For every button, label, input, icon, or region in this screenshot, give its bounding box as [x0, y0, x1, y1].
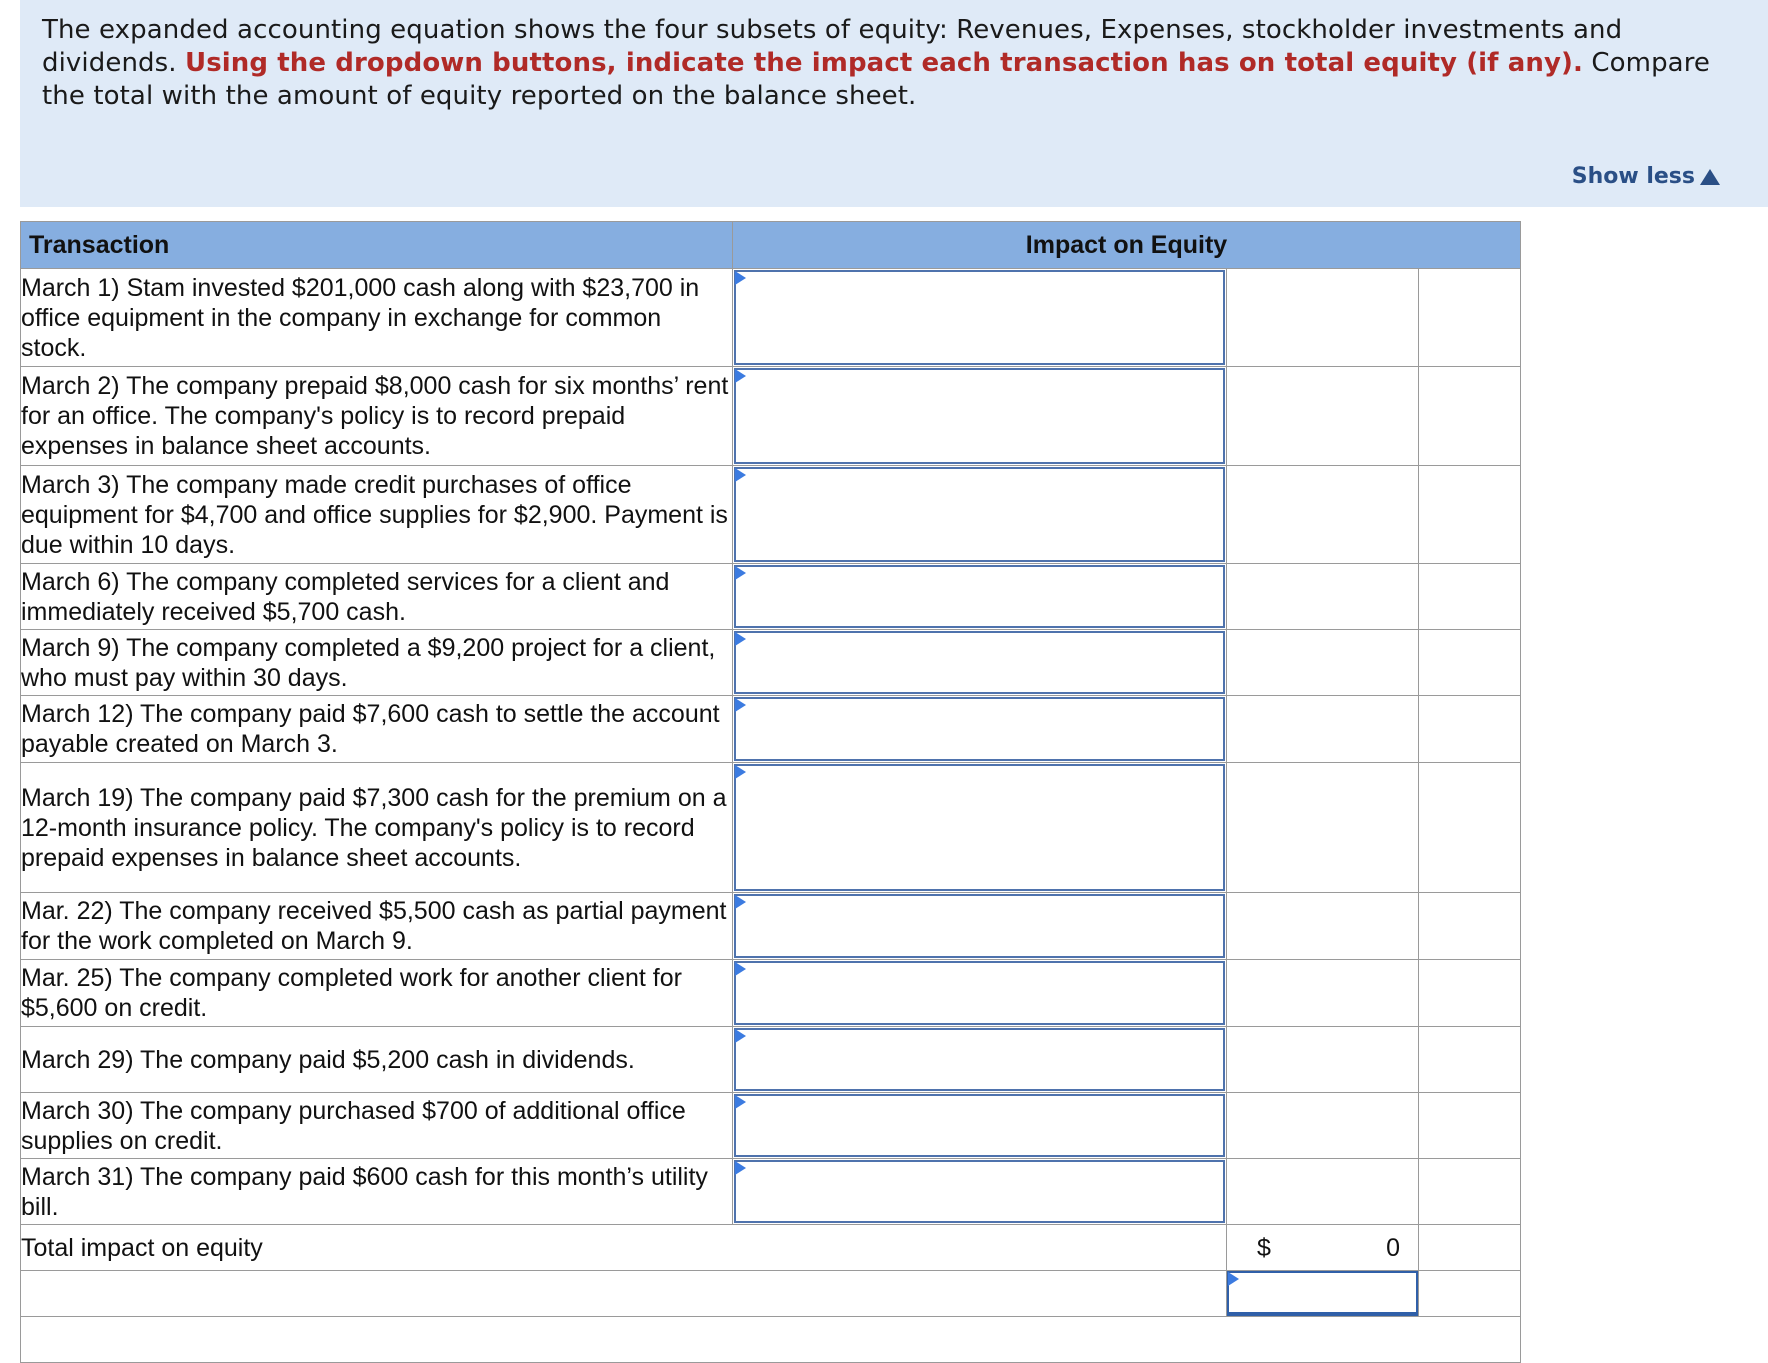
impact-dropdown-cell: [733, 269, 1227, 367]
comparison-dropdown-cell: [1227, 1271, 1419, 1317]
equity-impact-table: [20, 221, 1521, 1363]
impact-dropdown[interactable]: [734, 467, 1225, 562]
empty-cell: [1419, 564, 1521, 630]
impact-dropdown-cell: [733, 367, 1227, 466]
show-less-label: Show less: [1571, 164, 1695, 189]
dropdown-arrow-icon: [735, 468, 746, 482]
transaction-text: March 30) The company purchased $700 of additional office supplies on credit.: [21, 1093, 733, 1159]
impact-dropdown-cell: [733, 564, 1227, 630]
dropdown-arrow-icon: [1228, 1272, 1239, 1286]
impact-dropdown[interactable]: [734, 1160, 1225, 1223]
transaction-row: [21, 1093, 1521, 1159]
dropdown-arrow-icon: [735, 698, 746, 712]
blank-row: [21, 1317, 1521, 1363]
transaction-row: [21, 763, 1521, 893]
caret-up-icon: [1700, 169, 1720, 185]
transaction-text: March 2) The company prepaid $8,000 cash for six months’ rent for an office. The company's policy is to record prepaid expenses in balance sheet accounts.: [21, 367, 733, 466]
transaction-row: [21, 696, 1521, 763]
transaction-text: March 6) The company completed services for a client and immediately received $5,700 cash.: [21, 564, 733, 630]
impact-dropdown[interactable]: [734, 894, 1225, 958]
impact-dropdown[interactable]: [734, 565, 1225, 628]
dropdown-arrow-icon: [735, 765, 746, 779]
impact-dropdown[interactable]: [734, 1094, 1225, 1157]
transaction-text: March 31) The company paid $600 cash for this month’s utility bill.: [21, 1159, 733, 1225]
total-label: Total impact on equity: [21, 1225, 1227, 1271]
comparison-row: [21, 1271, 1521, 1317]
empty-cell: [1419, 630, 1521, 696]
impact-dropdown-cell: [733, 1093, 1227, 1159]
transaction-row: [21, 1027, 1521, 1093]
empty-cell: [1419, 893, 1521, 960]
amount-cell: [1227, 367, 1419, 466]
empty-cell: [1419, 1271, 1521, 1317]
amount-cell: [1227, 696, 1419, 763]
transaction-text: March 3) The company made credit purchases of office equipment for $4,700 and office supplies for $2,900. Payment is due within 10 days.: [21, 466, 733, 564]
impact-dropdown[interactable]: [734, 961, 1225, 1025]
empty-cell: [1419, 466, 1521, 564]
amount-cell: [1227, 630, 1419, 696]
impact-dropdown-cell: [733, 1159, 1227, 1225]
transaction-row: [21, 466, 1521, 564]
empty-cell: [1419, 269, 1521, 367]
transaction-row: [21, 564, 1521, 630]
empty-cell: [1419, 367, 1521, 466]
empty-cell: [1419, 1027, 1521, 1093]
instructions-text: [42, 14, 1746, 113]
empty-cell: [1419, 1159, 1521, 1225]
dropdown-arrow-icon: [735, 1095, 746, 1109]
impact-dropdown[interactable]: [734, 1028, 1225, 1091]
impact-dropdown-cell: [733, 960, 1227, 1027]
total-row: [21, 1225, 1521, 1271]
transaction-text: March 29) The company paid $5,200 cash in dividends.: [21, 1027, 733, 1093]
impact-dropdown[interactable]: [734, 270, 1225, 365]
amount-cell: [1227, 1027, 1419, 1093]
total-value: 0: [1386, 1233, 1400, 1262]
dropdown-arrow-icon: [735, 962, 746, 976]
amount-cell: [1227, 466, 1419, 564]
dropdown-arrow-icon: [735, 1161, 746, 1175]
empty-cell: [1419, 696, 1521, 763]
amount-cell: [1227, 893, 1419, 960]
instructions-highlight: Using the dropdown buttons, indicate the impact each transaction has on total equity (if any).: [185, 48, 1584, 78]
transaction-text: March 12) The company paid $7,600 cash to settle the account payable created on March 3.: [21, 696, 733, 763]
dropdown-arrow-icon: [735, 566, 746, 580]
impact-dropdown[interactable]: [734, 368, 1225, 464]
impact-dropdown-cell: [733, 696, 1227, 763]
transaction-text: March 1) Stam invested $201,000 cash along with $23,700 in office equipment in the company in exchange for common stock.: [21, 269, 733, 367]
instructions-outro: Compare the total with the amount of equity reported on the balance sheet.: [42, 48, 1711, 111]
impact-dropdown[interactable]: [734, 764, 1225, 891]
transaction-text: March 19) The company paid $7,300 cash for the premium on a 12-month insurance policy. The company's policy is to record prepaid expenses in balance sheet accounts.: [21, 763, 733, 893]
impact-dropdown[interactable]: [734, 697, 1225, 761]
header-row: [21, 222, 1521, 269]
dropdown-arrow-icon: [735, 1029, 746, 1043]
impact-dropdown-cell: [733, 466, 1227, 564]
transaction-row: [21, 630, 1521, 696]
transaction-row: [21, 269, 1521, 367]
impact-dropdown-cell: [733, 763, 1227, 893]
transaction-row: [21, 367, 1521, 466]
dropdown-arrow-icon: [735, 895, 746, 909]
currency-symbol: $: [1257, 1233, 1271, 1262]
comparison-dropdown[interactable]: [1227, 1271, 1418, 1316]
column-header-transaction: Transaction: [21, 222, 733, 269]
amount-cell: [1227, 1159, 1419, 1225]
dropdown-arrow-icon: [735, 369, 746, 383]
total-amount-cell: [1227, 1225, 1419, 1271]
comparison-label-cell: [21, 1271, 1227, 1317]
amount-cell: [1227, 269, 1419, 367]
empty-cell: [1419, 1093, 1521, 1159]
amount-cell: [1227, 960, 1419, 1027]
empty-cell: [1419, 960, 1521, 1027]
instructions-panel: [20, 0, 1768, 207]
dropdown-arrow-icon: [735, 271, 746, 285]
transaction-text: Mar. 22) The company received $5,500 cash as partial payment for the work completed on March 9.: [21, 893, 733, 960]
amount-cell: [1227, 763, 1419, 893]
impact-dropdown-cell: [733, 630, 1227, 696]
dropdown-arrow-icon: [735, 632, 746, 646]
impact-dropdown-cell: [733, 1027, 1227, 1093]
impact-dropdown[interactable]: [734, 631, 1225, 694]
show-less-button[interactable]: [1572, 164, 1720, 189]
impact-dropdown-cell: [733, 893, 1227, 960]
empty-cell: [1419, 763, 1521, 893]
empty-cell: [1419, 1225, 1521, 1271]
transaction-row: [21, 1159, 1521, 1225]
amount-cell: [1227, 1093, 1419, 1159]
transaction-text: Mar. 25) The company completed work for another client for $5,600 on credit.: [21, 960, 733, 1027]
instructions-intro: The expanded accounting equation shows the four subsets of equity: Revenues, Expenses, stockholder investments and dividends.: [42, 15, 1623, 78]
amount-cell: [1227, 564, 1419, 630]
transaction-row: [21, 893, 1521, 960]
blank-cell: [21, 1317, 1521, 1363]
transaction-text: March 9) The company completed a $9,200 project for a client, who must pay within 30 days.: [21, 630, 733, 696]
transaction-row: [21, 960, 1521, 1027]
column-header-impact: Impact on Equity: [733, 222, 1521, 269]
